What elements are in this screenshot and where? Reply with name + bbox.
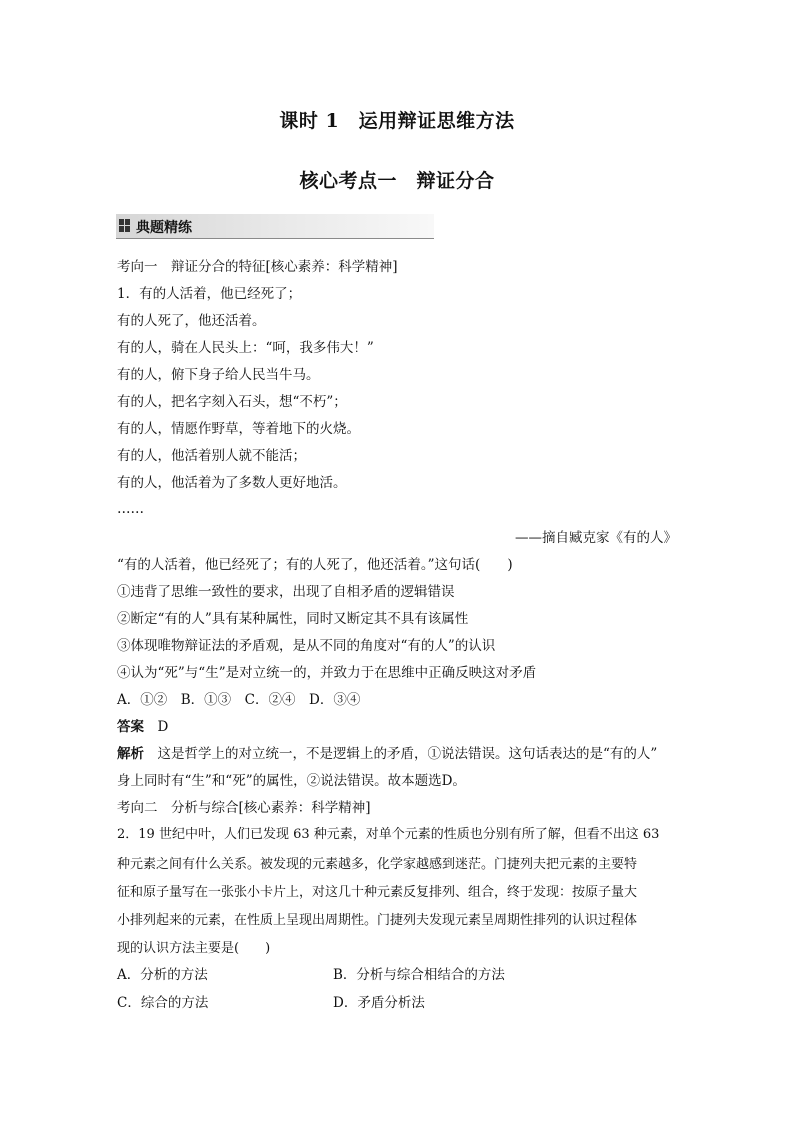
q1-analysis-line [117,745,687,763]
q1-analysis-line: 身上同时有“生”和“死”的属性，②说法错误。故本题选D。 [117,773,466,789]
poem-line: 有的人，情愿作野草，等着地下的火烧。 [117,421,360,437]
poem-line: 有的人，把名字刻入石头，想“不朽”； [117,394,347,410]
q1-heading: 考向一 辩证分合的特征[核心素养：科学精神] [117,259,398,275]
q1-answer [117,718,687,736]
q2-heading: 考向二 分析与综合[核心素养：科学精神] [117,800,371,816]
q2-option-b: B．分析与综合相结合的方法 [333,967,505,983]
q2-stem-line: 种元素之间有什么关系。被发现的元素越多，化学家越感到迷茫。门捷列夫把元素的主要特 [117,857,638,872]
lesson-title: 课时 1 运用辩证思维方法 [279,110,515,132]
q1-stem: “有的人活着，他已经死了；有的人死了，他还活着。”这句话( ) [117,557,513,573]
q1-statement: ④认为“死”与“生”是对立统一的，并致力于在思维中正确反映这对矛盾 [117,665,537,681]
analysis-label: 解析 [117,746,144,762]
q1-statement: ②断定“有的人”具有某种属性，同时又断定其不具有该属性 [117,611,469,627]
section-banner [116,214,434,239]
q2-stem-line: 征和原子量写在一张张小卡片上，对这几十种元素反复排列、组合，终于发现：按原子量大 [117,885,638,900]
q2-option-a: A．分析的方法 [117,967,208,983]
q2-stem-line: 2．19 世纪中叶，人们已发现 63 种元素，对单个元素的性质也分别有所了解，但看不出这 63 [117,827,660,842]
answer-label: 答案 [117,719,144,735]
poem-line: 有的人，俯下身子给人民当牛马。 [117,367,320,383]
poem-line: 有的人死了，他还活着。 [117,313,266,329]
analysis-text: 这是哲学上的对立统一，不是逻辑上的矛盾，①说法错误。这句话表达的是“有的人” [157,746,658,762]
poem-line: 有的人，骑在人民头上：“呵，我多伟大！” [117,340,374,356]
q1-statement: ①违背了思维一致性的要求，出现了自相矛盾的逻辑错误 [117,584,455,600]
grid-icon [119,219,130,232]
poem-line: 1．有的人活着，他已经死了； [117,286,302,302]
banner-label: 典题精练 [136,220,192,236]
answer-value: D [157,719,169,735]
poem-source: ——摘自臧克家《有的人》 [515,530,677,546]
core-topic-title: 核心考点一 辩证分合 [299,170,495,192]
q1-statement: ③体现唯物辩证法的矛盾观，是从不同的角度对“有的人”的认识 [117,638,496,654]
poem-ellipsis: …… [117,501,144,517]
q2-option-c: C．综合的方法 [117,995,209,1011]
poem-line: 有的人，他活着别人就不能活； [117,448,306,464]
poem-line: 有的人，他活着为了多数人更好地活。 [117,475,347,491]
q2-stem-line: 小排列起来的元素，在性质上呈现出周期性。门捷列夫发现元素呈周期性排列的认识过程体 [117,913,638,928]
q2-stem-line: 现的认识方法主要是( ) [117,941,271,956]
q2-option-d: D．矛盾分析法 [333,995,425,1011]
q1-choices: A．①② B．①③ C．②④ D．③④ [117,692,361,708]
